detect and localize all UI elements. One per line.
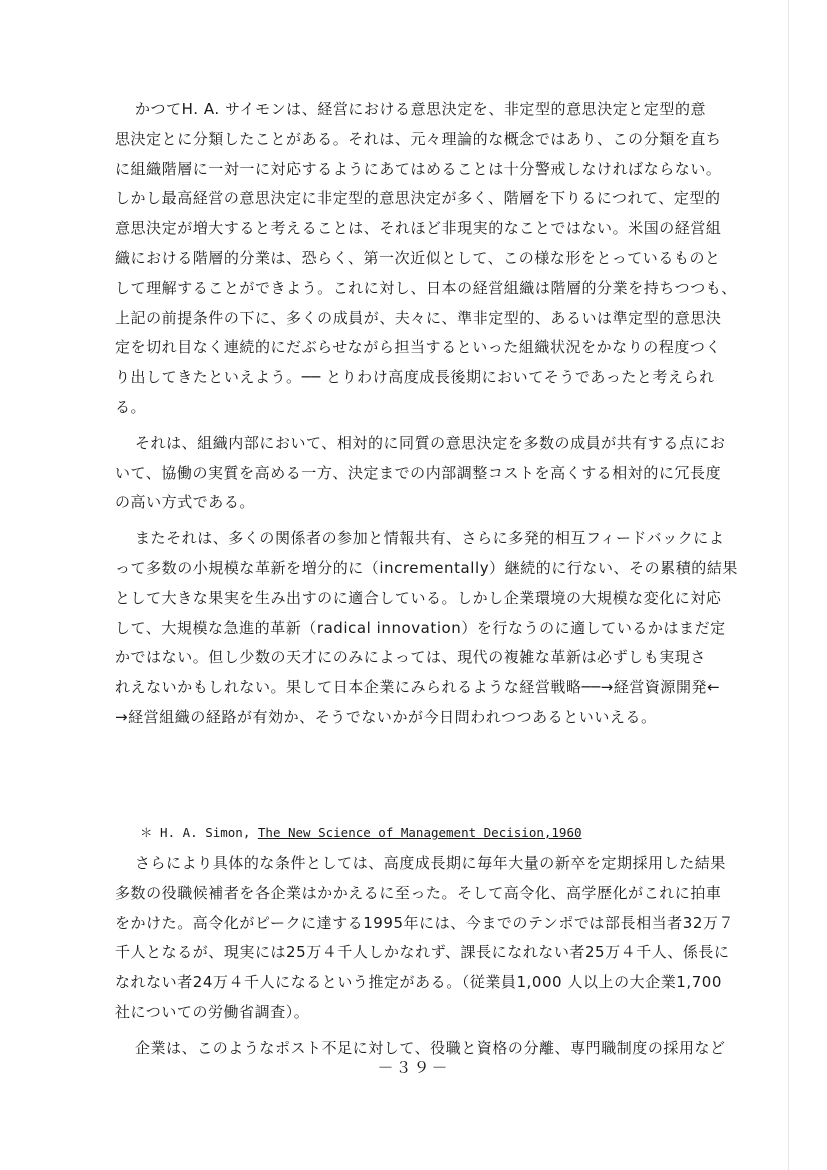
paragraph1-line: 織における階層的分業は、恐らく、第一次近似として、この様な形をとっているものと bbox=[115, 248, 721, 267]
paragraph4-line: 社についての労働省調査）。 bbox=[115, 1002, 310, 1021]
secondary-body-text bbox=[115, 849, 747, 1064]
paragraph2-line: の高い方式である。 bbox=[115, 493, 255, 512]
page-number: －３９－ bbox=[377, 1058, 450, 1077]
footnote-marker: ＊ bbox=[140, 825, 153, 840]
paragraph4-line: をかけた。高令化がピークに達する1995年には、今までのテンポでは部長相当者32万７ bbox=[115, 913, 735, 932]
paragraph2-line: いて、協働の実質を高める一方、決定までの内部調整コストを高くする相対的に冗長度 bbox=[115, 463, 722, 482]
paragraph4-line: 千人となるが、現実には25万４千人しかなれず、課長になれない者25万４千人、係長に bbox=[115, 943, 730, 962]
paragraph1-line: 意思決定が増大すると考えることは、それほど非現実的なことではない。米国の経営組 bbox=[115, 219, 722, 238]
footnote-author: H. A. Simon, bbox=[160, 825, 251, 840]
paragraph3-line: れえないかもしれない。果して日本企業にみられるような経営戦略──→経営資源開発← bbox=[115, 678, 721, 697]
paragraph1-line: り出してきたといえよう。── とりわけ高度成長後期においてそうであったと考えられ bbox=[115, 368, 715, 387]
paragraph1-line: 定を切れ目なく連続的にだぶらせながら担当するといった組織状況をかなりの程度つく bbox=[115, 338, 722, 357]
paragraph4-line: 多数の役職候補者を各企業はかかえるに至った。そして高令化、高学歴化がこれに拍車 bbox=[115, 883, 722, 902]
paragraph1-line: 上記の前提条件の下に、多くの成員が、夫々に、準非定型的、あるいは準定型的意思決 bbox=[115, 308, 722, 327]
paragraph3-line: かではない。但し少数の天才にのみによっては、現代の複雑な革新は必ずしも実現さ bbox=[115, 648, 706, 667]
footnote bbox=[140, 820, 582, 846]
paragraph4-line: さらにより具体的な条件としては、高度成長期に毎年大量の新卒を定期採用した結果 bbox=[135, 854, 726, 872]
paragraph5-line: 企業は、このようなポスト不足に対して、役職と資格の分離、専門職制度の採用など bbox=[135, 1038, 726, 1057]
paragraph1-line: 思決定とに分類したことがある。それは、元々理論的な概念ではあり、この分類を直ち bbox=[115, 129, 722, 148]
paragraph1-line: る。 bbox=[115, 397, 147, 416]
paragraph1-line: かつてH. A. サイモンは、経営における意思決定を、非定型的意思決定と定型的意 bbox=[135, 100, 707, 118]
paragraph3-line: →経営組織の経路が有効か、そうでないかが今日問われつつあるといいえる。 bbox=[115, 707, 657, 726]
paragraph3-line: して、大規模な急進的革新（radical innovation）を行なうのに適しているかはまだ定 bbox=[115, 618, 726, 637]
scan-edge-divider bbox=[788, 0, 789, 1170]
paragraph1-line: に組織階層に一対一に対応するようにあてはめることは十分警戒しなければならない。 bbox=[115, 159, 722, 178]
paragraph3-line: として大きな果実を生み出すのに適合している。しかし企業環境の大規模な変化に対応 bbox=[115, 588, 722, 607]
paragraph4-line: なれない者24万４千人になるという推定がある。（従業員1,000 人以上の大企業1,700 bbox=[115, 973, 722, 992]
paragraph2-line: それは、組織内部において、相対的に同質の意思決定を多数の成員が共有する点にお bbox=[135, 433, 726, 452]
main-body-text bbox=[115, 95, 747, 733]
paragraph1-line: しかし最高経営の意思決定に非定型的意思決定が多く、階層を下りるにつれて、定型的 bbox=[115, 189, 721, 208]
paragraph1-line: して理解することができよう。これに対し、日本の経営組織は階層的分業を持ちつつも、 bbox=[115, 278, 737, 297]
paragraph3-line: またそれは、多くの関係者の参加と情報共有、さらに多発的相互フィードバックによ bbox=[135, 529, 725, 548]
footnote-title: The New Science of Management Decision, bbox=[257, 825, 552, 840]
paragraph3-line: って多数の小規模な革新を増分的に（incrementally）継続的に行ない、その累積的結果 bbox=[115, 558, 738, 577]
footnote-year: 1960 bbox=[551, 825, 582, 840]
